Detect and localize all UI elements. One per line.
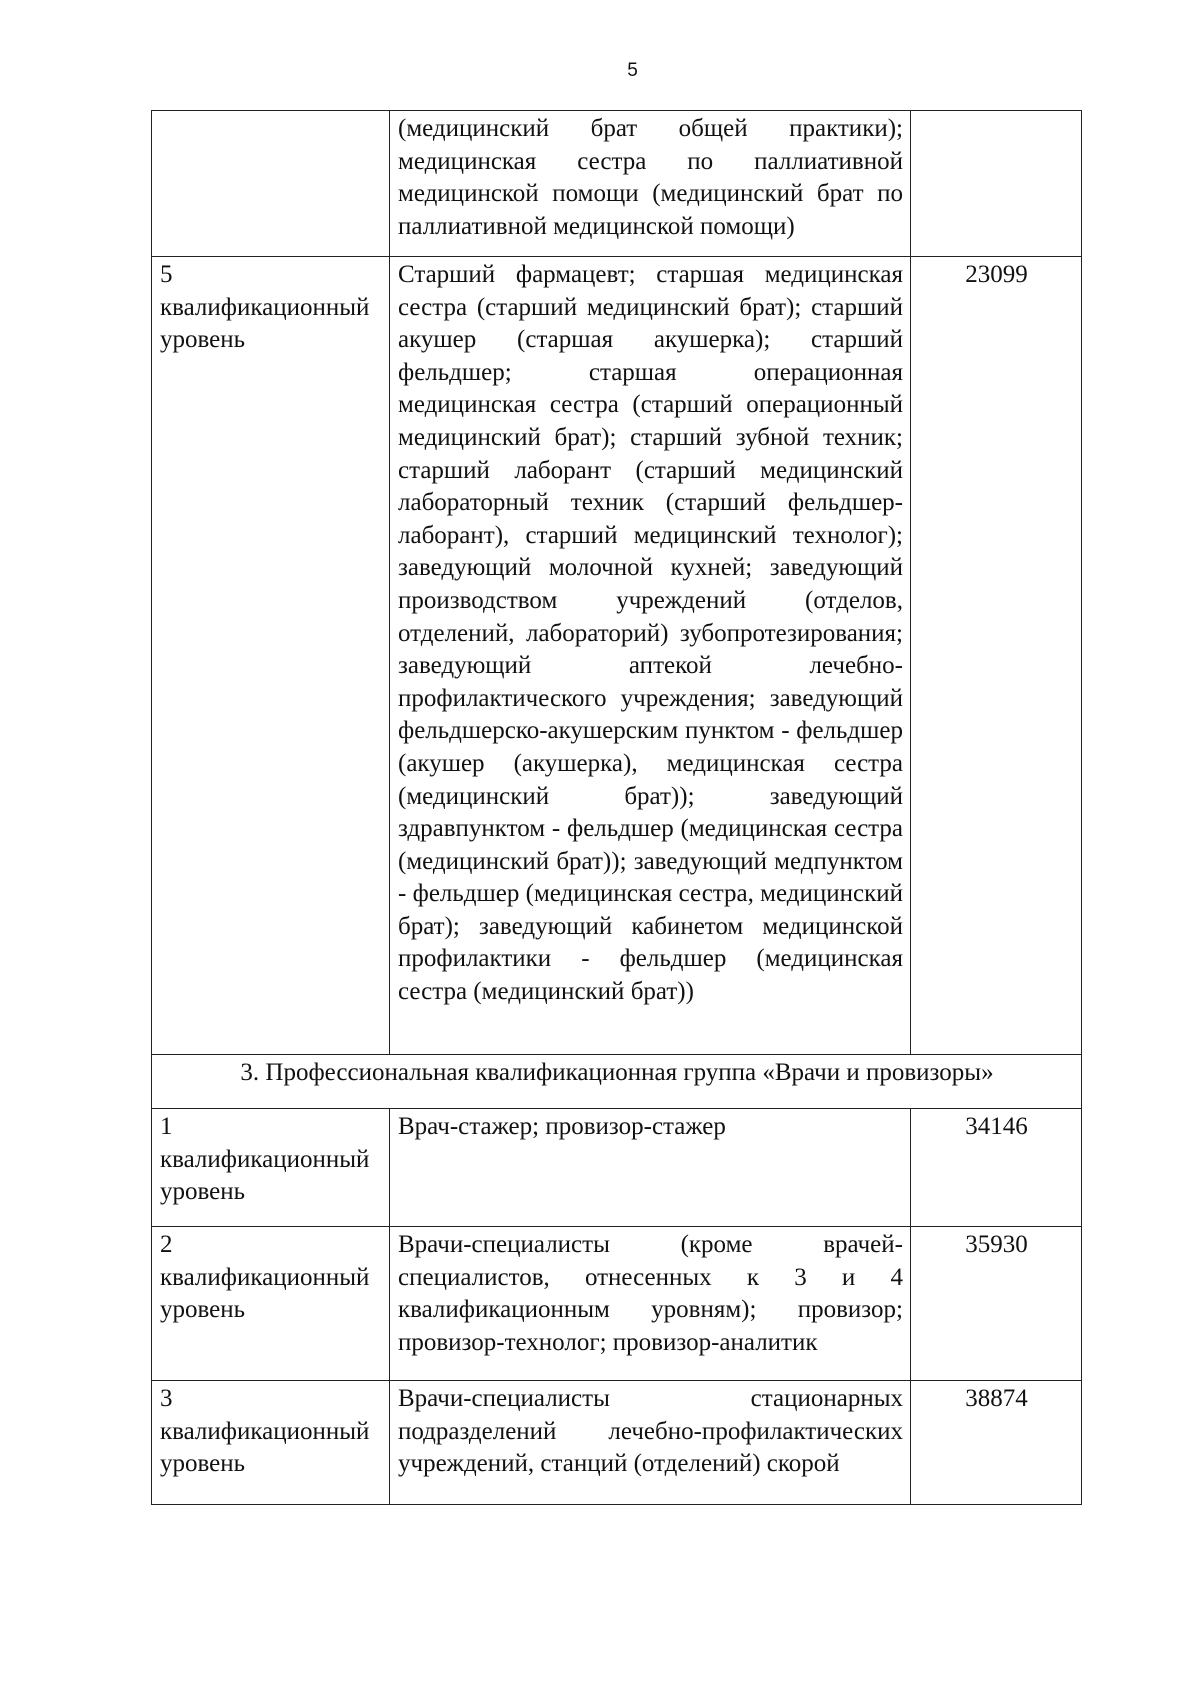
group-title: 3. Профессиональная квалификационная группа «Врачи и провизоры» <box>152 1055 1082 1109</box>
position-description: (медицинский брат общей практики); медицинская сестра по паллиативной медицинской помощи (медицинский брат по паллиативной медицинской помощи) <box>390 111 911 257</box>
salary-value <box>911 111 1082 257</box>
position-description: Врачи-специалисты (кроме врачей-специалистов, отнесенных к 3 и 4 квалификационным уровням); провизор; провизор-технолог; провизор-аналитик <box>390 1227 911 1381</box>
level-cell <box>152 1381 390 1505</box>
table-row <box>152 1381 1082 1505</box>
level-suffix: уровень <box>160 326 246 354</box>
level-suffix: уровень <box>160 1178 246 1206</box>
table-row <box>152 257 1082 1055</box>
group-header-row <box>152 1055 1082 1109</box>
qualification-table <box>151 110 1082 1505</box>
level-number: 3 <box>160 1385 173 1412</box>
salary-value: 35930 <box>911 1227 1082 1381</box>
table-row <box>152 1109 1082 1227</box>
table-row <box>152 111 1082 257</box>
level-suffix: уровень <box>160 1450 246 1478</box>
level-cell <box>152 1109 390 1227</box>
level-word: квалификационный <box>160 1417 370 1445</box>
position-description: Врачи-специалисты стационарных подразделений лечебно-профилактических учреждений, станций (отделений) скорой <box>390 1381 911 1505</box>
salary-value: 23099 <box>911 257 1082 1055</box>
position-description: Врач-стажер; провизор-стажер <box>390 1109 911 1227</box>
position-description: Старший фармацевт; старшая медицинская сестра (старший медицинский брат); старший акушер (старшая акушерка); старший фельдшер; старшая операционная медицинская сестра (старший операционный медицинский брат); старший зубной техник; старший лаборант (старший медицинский лабораторный техник (старший фельдшер-лаборант), старший медицинский технолог); заведующий молочной кухней; заведующий производством учреждений (отделов, отделений, лабораторий) зубопротезирования; заведующий аптекой лечебно-профилактического учреждения; заведующий фельдшерско-акушерским пунктом - фельдшер (акушер (акушерка), медицинская сестра (медицинский брат)); заведующий здравпунктом - фельдшер (медицинская сестра (медицинский брат)); заведующий медпунктом - фельдшер (медицинская сестра, медицинский брат); заведующий кабинетом медицинской профилактики - фельдшер (медицинская сестра (медицинский брат)) <box>390 257 911 1055</box>
level-number: 5 <box>160 261 173 288</box>
salary-value: 38874 <box>911 1381 1082 1505</box>
level-number: 1 <box>160 1113 173 1140</box>
level-word: квалификационный <box>160 1263 370 1291</box>
salary-value: 34146 <box>911 1109 1082 1227</box>
table-row <box>152 1227 1082 1381</box>
level-number: 2 <box>160 1231 173 1258</box>
level-cell <box>152 111 390 257</box>
level-cell <box>152 257 390 1055</box>
level-suffix: уровень <box>160 1296 246 1324</box>
level-word: квалификационный <box>160 1145 370 1173</box>
level-word: квалификационный <box>160 293 370 321</box>
level-cell <box>152 1227 390 1381</box>
page-number: 5 <box>627 60 638 81</box>
